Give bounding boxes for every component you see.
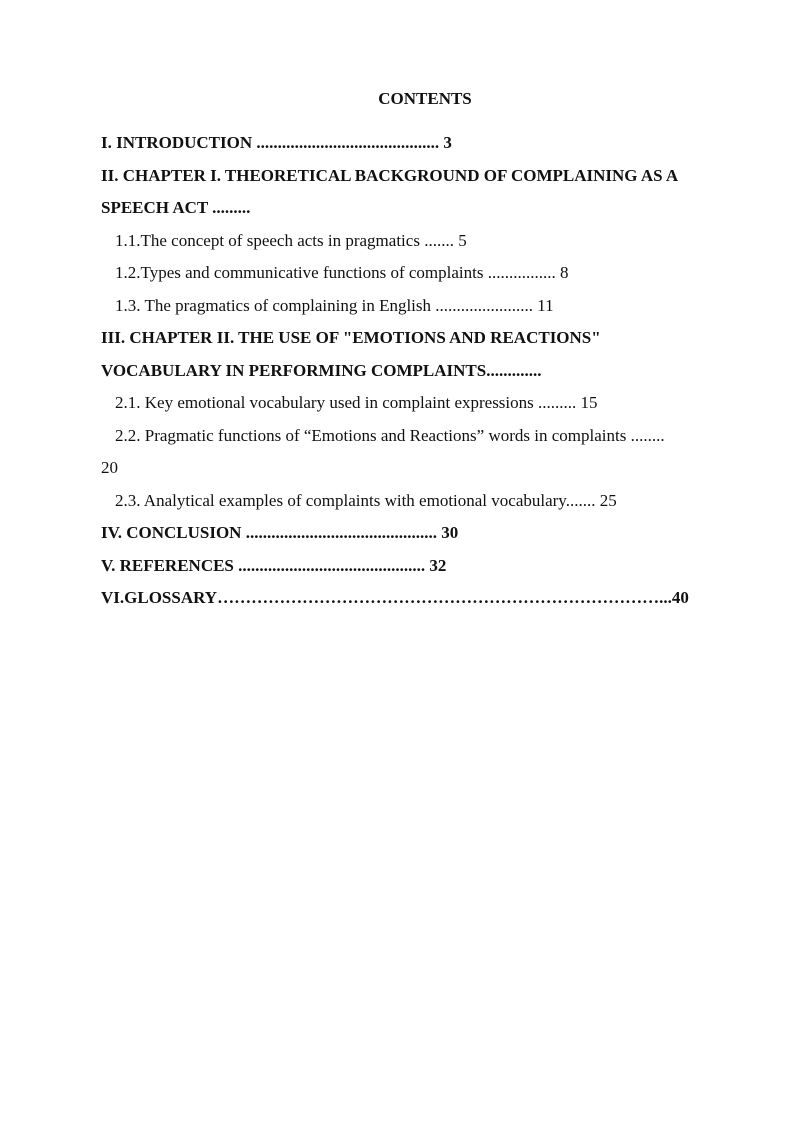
toc-entry-2-1[interactable]: 2.1. Key emotional vocabulary used in complaint expressions ......... 15	[115, 393, 598, 412]
table-of-contents	[101, 127, 751, 615]
toc-entry-chapter-2-heading[interactable]: III. CHAPTER II. THE USE OF "EMOTIONS AND REACTIONS"	[101, 328, 601, 347]
toc-entry-2-2-page-number[interactable]: 20	[101, 458, 118, 477]
toc-entry-1-3[interactable]: 1.3. The pragmatics of complaining in English ....................... 11	[115, 295, 554, 315]
toc-entry-1-2[interactable]: 1.2.Types and communicative functions of complaints ................ 8	[115, 263, 569, 282]
toc-entry-glossary[interactable]: VI.GLOSSARY……………………………………………………………………...40	[101, 588, 689, 607]
toc-entry-2-2[interactable]: 2.2. Pragmatic functions of “Emotions and Reactions” words in complaints ........	[115, 425, 665, 445]
toc-entry-2-3[interactable]: 2.3. Analytical examples of complaints with emotional vocabulary....... 25	[115, 490, 617, 510]
toc-entry-introduction[interactable]: I. INTRODUCTION ........................................... 3	[101, 133, 452, 152]
toc-entry-chapter-1-heading[interactable]: II. CHAPTER I. THEORETICAL BACKGROUND OF COMPLAINING AS A	[101, 165, 679, 185]
toc-entry-chapter-1-heading-continued[interactable]: SPEECH ACT .........	[101, 198, 251, 217]
toc-entry-chapter-2-heading-continued[interactable]: VOCABULARY IN PERFORMING COMPLAINTS.............	[101, 360, 542, 380]
toc-entry-1-1[interactable]: 1.1.The concept of speech acts in pragmatics ....... 5	[115, 230, 467, 250]
toc-entry-references[interactable]: V. REFERENCES ............................................ 32	[101, 555, 447, 575]
page-title: CONTENTS	[378, 89, 472, 108]
toc-entry-conclusion[interactable]: IV. CONCLUSION ............................................. 30	[101, 523, 459, 542]
